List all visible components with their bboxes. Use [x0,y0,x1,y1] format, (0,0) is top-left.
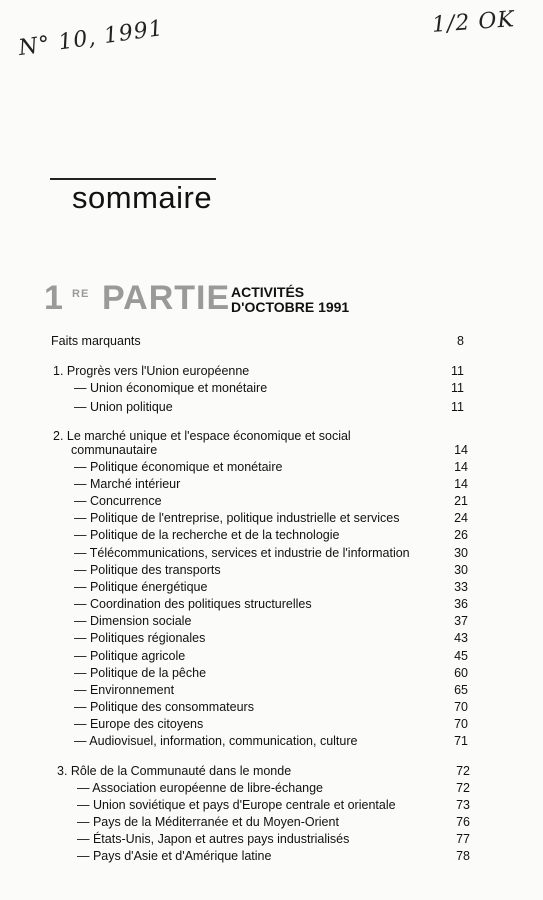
part-title-line2: D'OCTOBRE 1991 [231,299,350,315]
toc-item: — Union soviétique et pays d'Europe centrale et orientale [77,798,396,812]
toc-item-page: 26 [454,528,468,542]
handwritten-issue-number: N° 10, 1991 [16,15,166,62]
toc-item-page: 70 [454,717,468,731]
page-title: sommaire [72,180,213,215]
toc-section-1-page: 11 [451,364,464,378]
handwritten-note: 1/2 OK [431,7,516,38]
toc-item: — Politique de la pêche [74,666,207,680]
toc-item-page: 21 [454,494,468,508]
toc-item-page: 43 [454,631,468,645]
toc-item-page: 72 [456,781,470,795]
toc-faits-label: Faits marquants [51,334,141,348]
toc-item-page: 33 [454,580,468,594]
toc-item-page: 76 [456,815,470,829]
toc-item-page: 73 [456,798,470,812]
toc-item: — Politique économique et monétaire [74,460,283,474]
toc-section-3-label: 3. Rôle de la Communauté dans le monde [57,764,292,778]
toc-item-page: 14 [454,477,468,491]
toc-item: — Coordination des politiques structurelles [74,597,312,611]
toc-item: — Union politique [74,400,173,414]
toc-section-3-page: 72 [456,764,470,778]
toc-item-page: 24 [454,511,468,525]
toc-item: — Europe des citoyens [74,717,204,731]
toc-item-page: 70 [454,700,468,714]
toc-item-page: 36 [454,597,468,611]
toc-item: — Télécommunications, services et industrie de l'information [74,546,410,560]
toc-item-page: 37 [454,614,468,628]
toc-item-page: 11 [451,381,464,395]
toc-item: — États-Unis, Japon et autres pays industrialisés [77,832,350,846]
toc-item: — Politique de la recherche et de la technologie [74,528,340,542]
toc-section-2-page: 14 [454,443,468,457]
toc-item: — Pays d'Asie et d'Amérique latine [77,849,272,863]
toc-faits-page: 8 [457,334,464,348]
toc-item-page: 30 [454,546,468,560]
toc-item-page: 45 [454,649,468,663]
toc-item: — Politique de l'entreprise, politique industrielle et services [74,511,400,525]
toc-section-1-label: 1. Progrès vers l'Union européenne [53,364,250,378]
toc-item: — Association européenne de libre-échange [77,781,324,795]
toc-item: — Politique énergétique [74,580,208,594]
part-number: 1 [44,279,63,317]
toc-item: — Marché intérieur [74,477,181,491]
toc-item: — Politique des transports [74,563,221,577]
toc-item-page: 11 [451,400,464,414]
toc-item: — Politiques régionales [74,631,206,645]
toc-item: — Union économique et monétaire [74,381,268,395]
toc-section-2-label-line2: communautaire [71,443,158,457]
toc-item: — Audiovisuel, information, communication, culture [74,734,358,748]
part-word: PARTIE [102,279,231,317]
toc-item: — Politique agricole [74,649,186,663]
toc-item: — Environnement [74,683,175,697]
toc-item-page: 30 [454,563,468,577]
toc-item: — Politique des consommateurs [74,700,254,714]
toc-item-page: 60 [454,666,468,680]
toc-item-page: 65 [454,683,468,697]
toc-item: — Concurrence [74,494,162,508]
toc-section-2-label-line1: 2. Le marché unique et l'espace économique et social [53,429,351,443]
toc-item: — Dimension sociale [74,614,192,628]
toc-item-page: 71 [454,734,468,748]
part-title-line1: ACTIVITÉS [231,284,305,300]
toc-item: — Pays de la Méditerranée et du Moyen-Orient [77,815,339,829]
toc-item-page: 78 [456,849,470,863]
toc-item-page: 14 [454,460,468,474]
toc-item-page: 77 [456,832,470,846]
part-superscript: RE [72,288,90,300]
